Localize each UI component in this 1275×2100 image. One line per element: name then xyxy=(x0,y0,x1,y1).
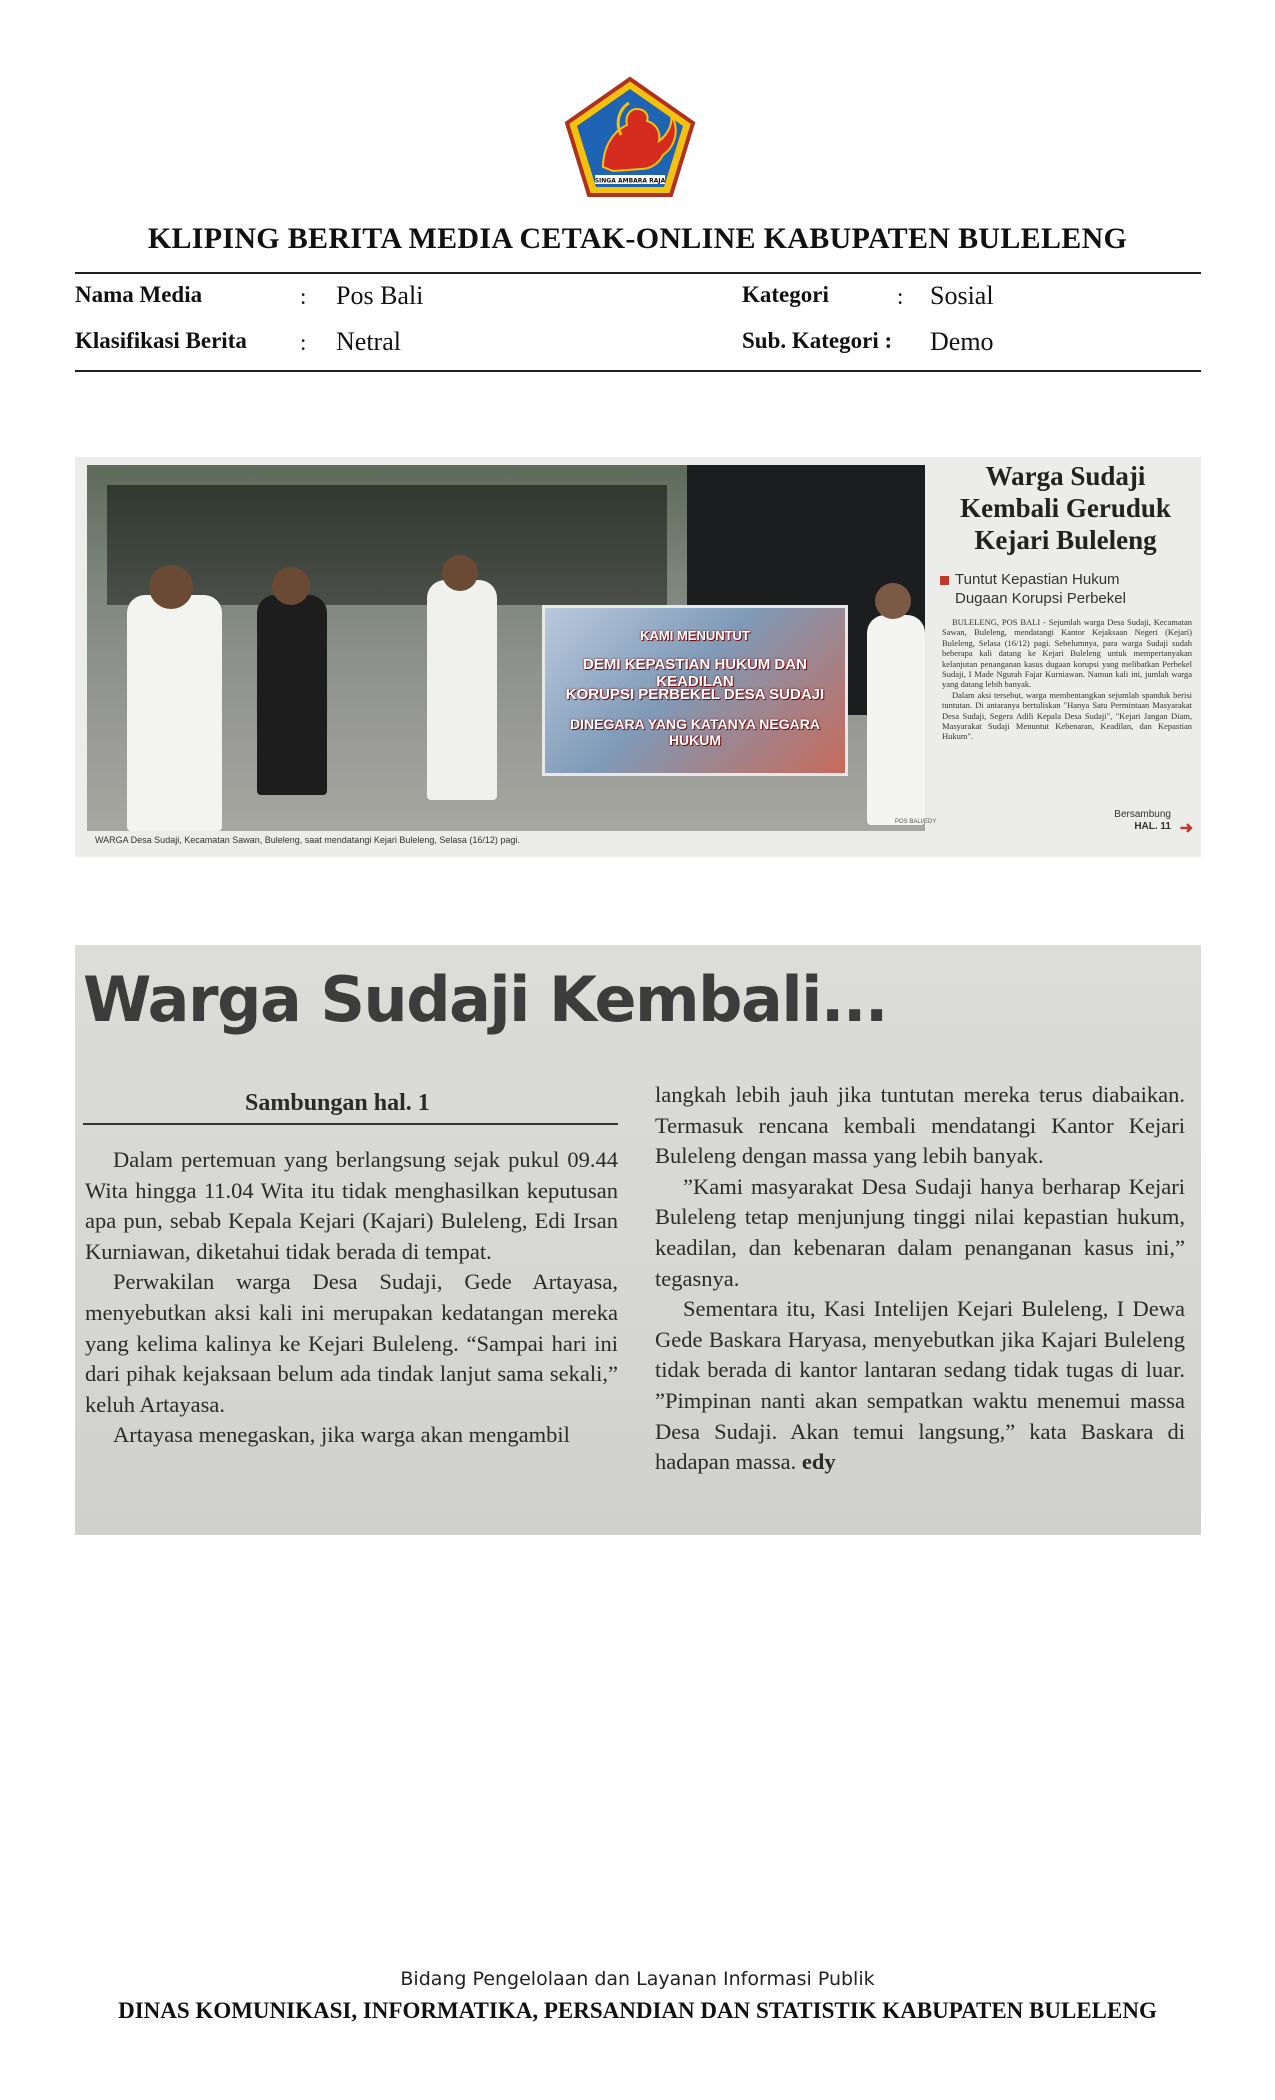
sub-kategori-label: Sub. Kategori : xyxy=(742,328,893,353)
colon: : xyxy=(300,284,307,309)
continued-page: HAL. 11 xyxy=(1134,821,1171,832)
sub-kategori-value: Demo xyxy=(930,327,994,356)
headline-line: Warga Sudaji xyxy=(985,461,1146,491)
article-paragraph: Perwakilan warga Desa Sudaji, Gede Artayasa, menyebutkan aksi kali ini merupakan kedatangan mereka yang kelima kalinya ke Kejari Buleleng. “Sampai hari ini dari pihak kejaksaan belum ada tindak lanjut sama sekali,” keluh Artayasa. xyxy=(85,1269,618,1417)
person-head xyxy=(875,583,911,619)
kategori-value: Sosial xyxy=(930,281,994,310)
klasifikasi-label: Klasifikasi Berita xyxy=(75,328,247,353)
logo-motto: SINGA AMBARA RAJA xyxy=(594,177,666,185)
nama-media-label: Nama Media xyxy=(75,282,203,307)
footer-agency: DINAS KOMUNIKASI, INFORMATIKA, PERSANDIAN DAN STATISTIK KABUPATEN BULELENG xyxy=(118,1998,1157,2023)
footer-unit: Bidang Pengelolaan dan Layanan Informasi Publik xyxy=(400,1968,875,1990)
banner-line: DINEGARA YANG KATANYA NEGARA HUKUM xyxy=(570,716,820,748)
colon: : xyxy=(897,284,904,309)
clipping-continuation xyxy=(75,945,1201,1535)
arrow-right-icon: ➜ xyxy=(1179,820,1193,837)
person-head xyxy=(149,565,193,609)
article-paragraph-text: Sementara itu, Kasi Intelijen Kejari Buleleng, I Dewa Gede Baskara Haryasa, menyebutkan jika Kajari Buleleng tidak berada di kantor lantaran sedang tidak tugas di luar. ”Pimpinan nanti akan sempatkan waktu menemui massa Desa Sudaji. Akan temui langsung,” kata Baskara di hadapan massa. xyxy=(655,1296,1185,1475)
clipping-front-page xyxy=(75,457,1201,857)
article-paragraph: langkah lebih jauh jika tuntutan mereka terus diabaikan. Termasuk rencana kembali mendatangi Kantor Kejari Buleleng dengan massa yang lebih banyak. xyxy=(655,1082,1185,1169)
person-head xyxy=(442,555,478,591)
continuation-headline: Warga Sudaji Kembali... xyxy=(83,963,887,1036)
article-paragraph: BULELENG, POS BALI - Sejumlah warga Desa Sudaji, Kecamatan Sawan, Buleleng, mendatangi Kantor Kejaksaan Negeri (Kejari) Buleleng, Selasa (16/12) pagi. Sebelumnya, para warga Sudaji sudah beberapa kali datang ke Kejari Buleleng untuk mempertanyakan kelanjutan penanganan kasus dugaan korupsi yang melibatkan Perbekel Sudaji, I Made Ngurah Fajar Kurniawan. Namun kali ini, jumlah warga yang datang lebih banyak. xyxy=(942,617,1192,690)
subhead-line: Tuntut Kepastian Hukum xyxy=(955,571,1120,588)
person-figure xyxy=(867,615,925,825)
article-paragraph: Dalam pertemuan yang berlangsung sejak pukul 09.44 Wita hingga 11.04 Wita itu tidak menghasilkan keputusan apa pun, sebab Kepala Kejari (Kajari) Buleleng, Edi Irsan Kurniawan, diketahui tidak berada di tempat. xyxy=(85,1147,618,1264)
header-divider xyxy=(75,272,1201,274)
banner-line: KORUPSI PERBEKEL DESA SUDAJI xyxy=(565,686,825,703)
article-paragraph: Dalam aksi tersebut, warga membentangkan sejumlah spanduk berisi tuntutan. Di antaranya bertuliskan "Hanya Satu Permintaan Masyarakat Desa Sudaji, Segera Adili Kepala Desa Sudaji", "Kejari Jangan Diam, Masyarakat Sudaji Menuntut Kebenaran, Keadilan, dan Kepastian Hukum". xyxy=(942,689,1192,742)
continuation-label: Sambungan hal. 1 xyxy=(245,1090,430,1116)
headline-line: Kembali Geruduk xyxy=(960,493,1171,523)
photo-credit: POS BALI/EDY xyxy=(895,819,937,825)
person-head xyxy=(272,567,310,605)
article-paragraph: ”Kami masyarakat Desa Sudaji hanya berharap Kejari Buleleng tetap menjunjung tinggi nilai kepastian hukum, keadilan, dan kebenaran dalam penanganan kasus ini,” tegasnya. xyxy=(655,1173,1185,1291)
klasifikasi-value: Netral xyxy=(336,327,401,356)
singa-ambara-raja-emblem xyxy=(563,75,698,200)
article-column-right xyxy=(655,1080,1185,1478)
article-column-left xyxy=(85,1145,618,1451)
nama-media-value: Pos Bali xyxy=(336,281,424,310)
meta-divider xyxy=(75,370,1201,372)
person-figure xyxy=(427,580,497,800)
person-figure xyxy=(257,595,327,795)
protest-banner xyxy=(542,605,848,776)
continued-note xyxy=(1114,809,1171,833)
kategori-label: Kategori xyxy=(742,282,829,307)
continued-label: Bersambung xyxy=(1114,809,1171,820)
headline-line: Kejari Buleleng xyxy=(974,525,1157,555)
article-paragraph xyxy=(655,1294,1185,1478)
continuation-divider xyxy=(83,1123,618,1125)
author-signature: edy xyxy=(801,1449,836,1475)
subhead-bullet-icon xyxy=(940,576,949,585)
article-body xyxy=(942,617,1192,742)
buleleng-logo xyxy=(563,75,698,200)
front-page-article xyxy=(930,457,1201,857)
banner-line: KAMI MENUNTUT xyxy=(640,628,750,643)
person-figure xyxy=(127,595,222,831)
photo-caption: WARGA Desa Sudaji, Kecamatan Sawan, Buleleng, saat mendatangi Kejari Buleleng, Selasa (16/12) pagi. xyxy=(95,835,520,845)
banner-line: DEMI KEPASTIAN HUKUM DAN KEADILAN xyxy=(583,656,807,690)
subhead-line: Dugaan Korupsi Perbekel xyxy=(955,590,1126,607)
news-photo xyxy=(87,465,925,831)
article-paragraph: Artayasa menegaskan, jika warga akan mengambil xyxy=(113,1422,570,1448)
colon: : xyxy=(300,330,307,355)
page-title: KLIPING BERITA MEDIA CETAK-ONLINE KABUPATEN BULELENG xyxy=(147,222,1128,255)
